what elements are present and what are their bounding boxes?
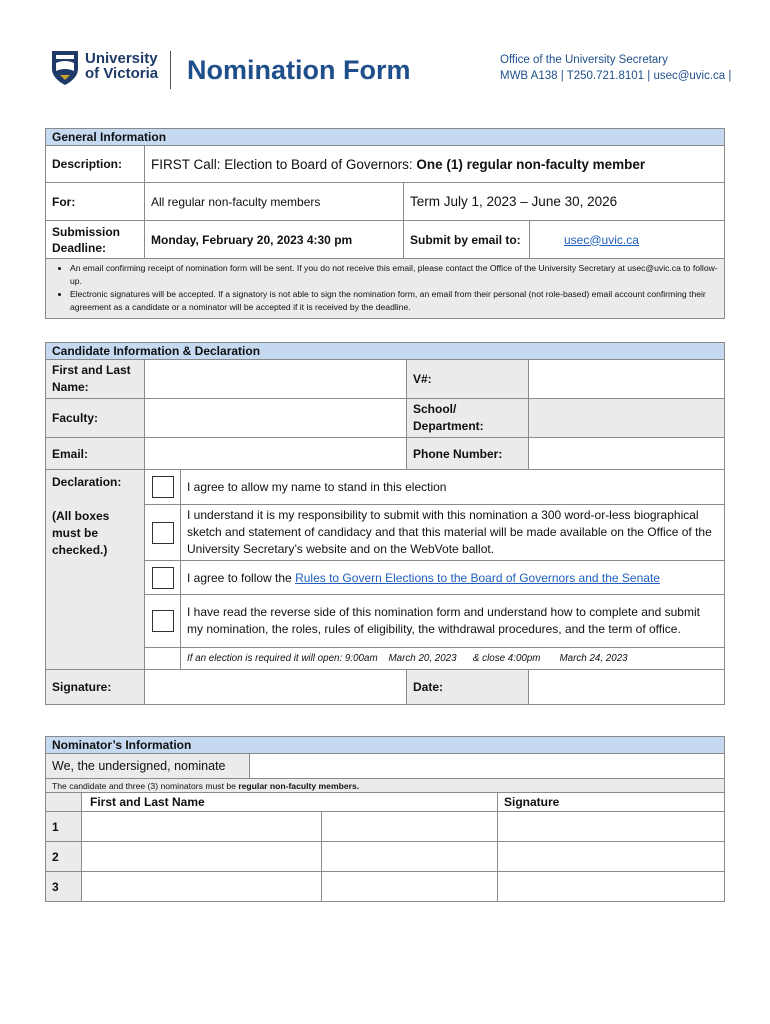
email-field[interactable] xyxy=(145,438,407,470)
name-column-header: First and Last Name xyxy=(82,793,498,812)
nominator-first-name-field[interactable] xyxy=(82,872,322,902)
general-information-table xyxy=(45,128,725,319)
note-item: • Electronic signatures will be accepted. If a signatory is not able to sign the nomination form, an email from their personal (not role-based) email account confirming their agreement as a candidate or a nominator will be accepted if it is received by the deadline. xyxy=(70,288,718,314)
section-heading: Nominator’s Information xyxy=(46,737,725,754)
nominate-label: We, the undersigned, nominate xyxy=(46,754,250,779)
deadline-label: Submission Deadline: xyxy=(46,221,145,259)
checkbox-cell xyxy=(145,595,181,648)
table-row xyxy=(46,812,725,842)
declaration-label-cell xyxy=(46,470,145,670)
nominators-table xyxy=(45,736,725,902)
number-column-header xyxy=(46,793,82,812)
rules-link[interactable]: Rules to Govern Elections to the Board of Governors and the Senate xyxy=(295,570,660,585)
description-label: Description: xyxy=(46,146,145,183)
page-title: Nomination Form xyxy=(187,55,411,85)
declaration-item: I have read the reverse side of this nomination form and understand how to complete and submit my nomination, the roles, rules of eligibility, the withdrawal procedures, and the term of office. xyxy=(181,595,725,648)
deadline-value: Monday, February 20, 2023 4:30 pm xyxy=(145,221,404,259)
submit-label: Submit by email to: xyxy=(404,221,530,259)
rules-checkbox[interactable] xyxy=(152,567,174,589)
section-heading: General Information xyxy=(46,129,725,146)
election-dates: If an election is required it will open: 9:00am March 20, 2023 & close 4:00pm March 24, 2023 xyxy=(181,648,725,670)
table-row xyxy=(46,842,725,872)
reverse-side-checkbox[interactable] xyxy=(152,610,174,632)
table-row xyxy=(46,872,725,902)
submit-email-link[interactable]: usec@uvic.ca xyxy=(564,232,639,247)
vnum-label: V#: xyxy=(407,360,529,399)
checkbox-cell xyxy=(145,470,181,505)
agree-name-checkbox[interactable] xyxy=(152,476,174,498)
nominee-field[interactable] xyxy=(250,754,725,779)
phone-field[interactable] xyxy=(529,438,725,470)
row-number: 3 xyxy=(46,872,82,902)
nominators-note: The candidate and three (3) nominators must be regular non-faculty members. xyxy=(46,779,725,793)
checkbox-cell xyxy=(145,505,181,561)
signature-column-header: Signature xyxy=(498,793,725,812)
row-number: 1 xyxy=(46,812,82,842)
school-field[interactable] xyxy=(529,399,725,438)
nominator-first-name-field[interactable] xyxy=(82,842,322,872)
email-label: Email: xyxy=(46,438,145,470)
office-contact: Office of the University Secretary MWB A138 | T250.721.8101 | usec@uvic.ca | xyxy=(500,54,732,82)
date-label: Date: xyxy=(407,670,529,705)
biography-checkbox[interactable] xyxy=(152,522,174,544)
form-header xyxy=(0,0,770,110)
notes-cell xyxy=(46,259,725,319)
description-value: FIRST Call: Election to Board of Governors: One (1) regular non-faculty member xyxy=(145,146,725,183)
term-value: Term July 1, 2023 – June 30, 2026 xyxy=(404,183,725,221)
nominator-first-name-field[interactable] xyxy=(82,812,322,842)
nominator-signature-field[interactable] xyxy=(498,872,725,902)
header-divider xyxy=(170,51,171,89)
faculty-label: Faculty: xyxy=(46,399,145,438)
faculty-field[interactable] xyxy=(145,399,407,438)
boxes-note: (All boxes must be checked.) xyxy=(52,509,110,557)
school-label: School/ Department: xyxy=(407,399,529,438)
declaration-item: I agree to allow my name to stand in this election xyxy=(181,470,725,505)
uvic-crest-icon xyxy=(50,49,80,87)
note-item: • An email confirming receipt of nomination form will be sent. If you do not receive this email, please contact the Office of the University Secretary at usec@uvic.ca to follow-up. xyxy=(70,262,718,288)
nominator-last-name-field[interactable] xyxy=(322,872,498,902)
name-field[interactable] xyxy=(145,360,407,399)
for-value: All regular non-faculty members xyxy=(145,183,404,221)
vnum-field[interactable] xyxy=(529,360,725,399)
section-heading: Candidate Information & Declaration xyxy=(46,343,725,360)
nominator-signature-field[interactable] xyxy=(498,842,725,872)
candidate-information-table xyxy=(45,342,725,705)
signature-label: Signature: xyxy=(46,670,145,705)
row-number: 2 xyxy=(46,842,82,872)
declaration-item: I understand it is my responsibility to submit with this nomination a 300 word-or-less biographical sketch and statement of candidacy and that this material will be made available on the Office of the University Secretary’s website and on the WebVote ballot. xyxy=(181,505,725,561)
signature-field[interactable] xyxy=(145,670,407,705)
declaration-label: Declaration: xyxy=(52,475,122,489)
date-field[interactable] xyxy=(529,670,725,705)
phone-label: Phone Number: xyxy=(407,438,529,470)
university-name: University of Victoria xyxy=(85,50,159,82)
nominator-last-name-field[interactable] xyxy=(322,842,498,872)
nominator-last-name-field[interactable] xyxy=(322,812,498,842)
submit-email-cell xyxy=(530,221,725,259)
empty-cell xyxy=(145,648,181,670)
declaration-item: I agree to follow the Rules to Govern Elections to the Board of Governors and the Senate xyxy=(181,561,725,595)
for-label: For: xyxy=(46,183,145,221)
nominator-signature-field[interactable] xyxy=(498,812,725,842)
name-label: First and Last Name: xyxy=(46,360,145,399)
checkbox-cell xyxy=(145,561,181,595)
